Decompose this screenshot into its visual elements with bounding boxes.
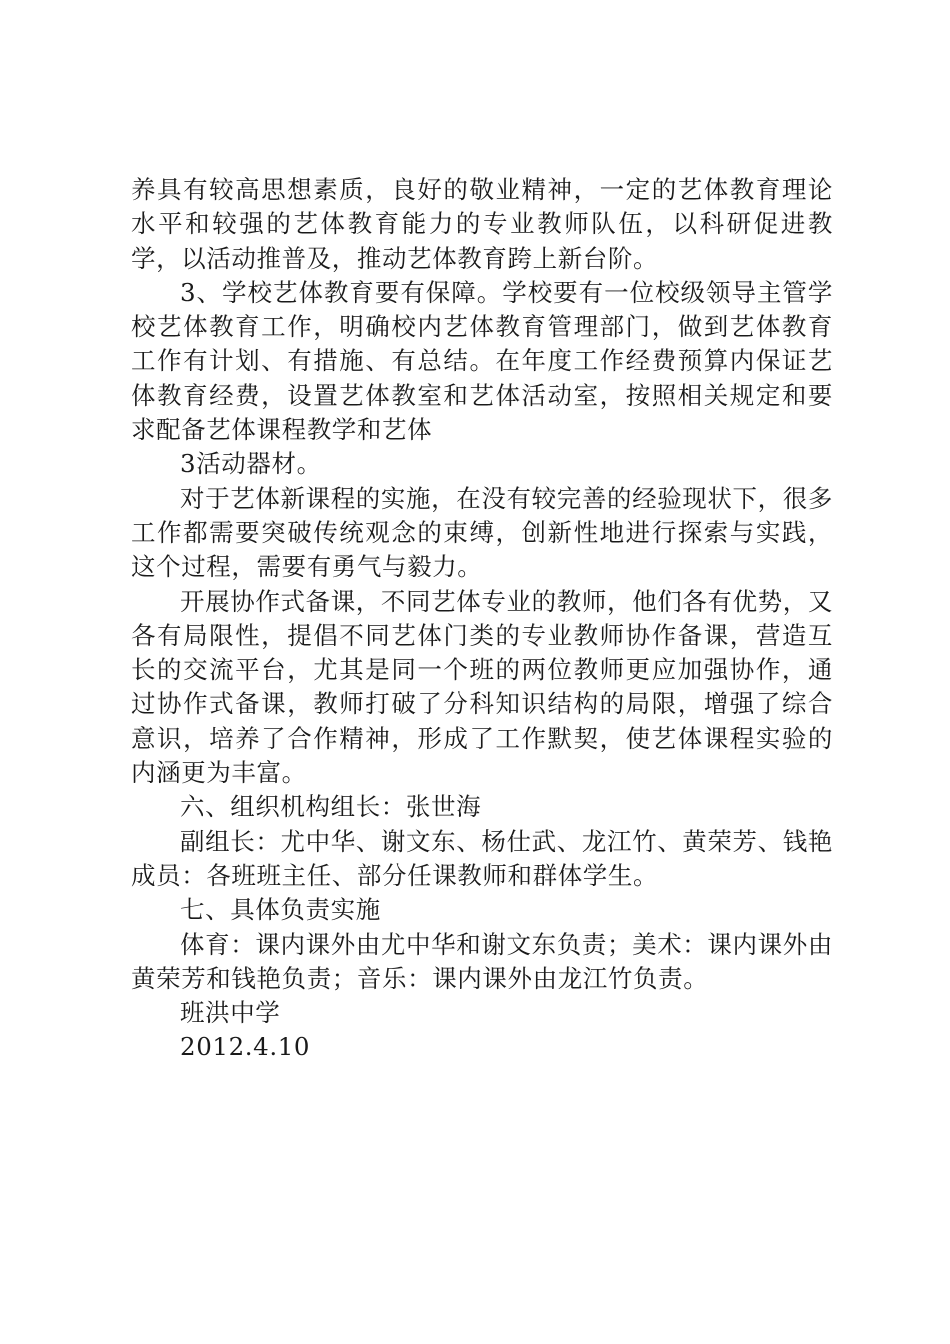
paragraph-new-curriculum: 对于艺体新课程的实施，在没有较完善的经验现状下，很多工作都需要突破传统观念的束缚，创新性地进行探索与实践，这个过程，需要有勇气与毅力。 xyxy=(131,483,833,582)
paragraph-art-education-guarantee: 3、学校艺体教育要有保障。学校要有一位校级领导主管学校艺体教育工作，明确校内艺体教育管理部门，做到艺体教育工作有计划、有措施、有总结。在年度工作经费预算内保证艺体教育经费，设置艺体教室和艺体活动室，按照相关规定和要求配备艺体课程教学和艺体 xyxy=(131,277,833,445)
section-heading-responsibility: 七、具体负责实施 xyxy=(180,895,381,925)
signature-date: 2012.4.10 xyxy=(180,1032,311,1062)
paragraph-responsibility-details: 体育：课内课外由尤中华和谢文东负责；美术：课内课外由黄荣芳和钱艳负责；音乐：课内课外由龙江竹负责。 xyxy=(131,929,833,993)
section-heading-organization: 六、组织机构组长：张世海 xyxy=(180,792,482,822)
paragraph-equipment: 3活动器材。 xyxy=(180,449,322,479)
paragraph-collaborative-lesson-prep: 开展协作式备课，不同艺体专业的教师，他们各有优势，又各有局限性，提倡不同艺体门类的专业教师协作备课，营造互长的交流平台，尤其是同一个班的两位教师更应加强协作，通过协作式备课，教师打破了分科知识结构的局限，增强了综合意识，培养了合作精神，形成了工作默契，使艺体课程实验的内涵更为丰富。 xyxy=(131,586,833,788)
paragraph-continuation: 养具有较高思想素质，良好的敬业精神，一定的艺体教育理论水平和较强的艺体教育能力的专业教师队伍，以科研促进教学，以活动推普及，推动艺体教育跨上新台阶。 xyxy=(131,175,833,273)
signature-school-name: 班洪中学 xyxy=(180,998,281,1028)
document-body xyxy=(131,173,833,1065)
paragraph-deputy-leaders: 副组长：尤中华、谢文东、杨仕武、龙江竹、黄荣芳、钱艳成员：各班班主任、部分任课教师和群体学生。 xyxy=(131,826,833,890)
